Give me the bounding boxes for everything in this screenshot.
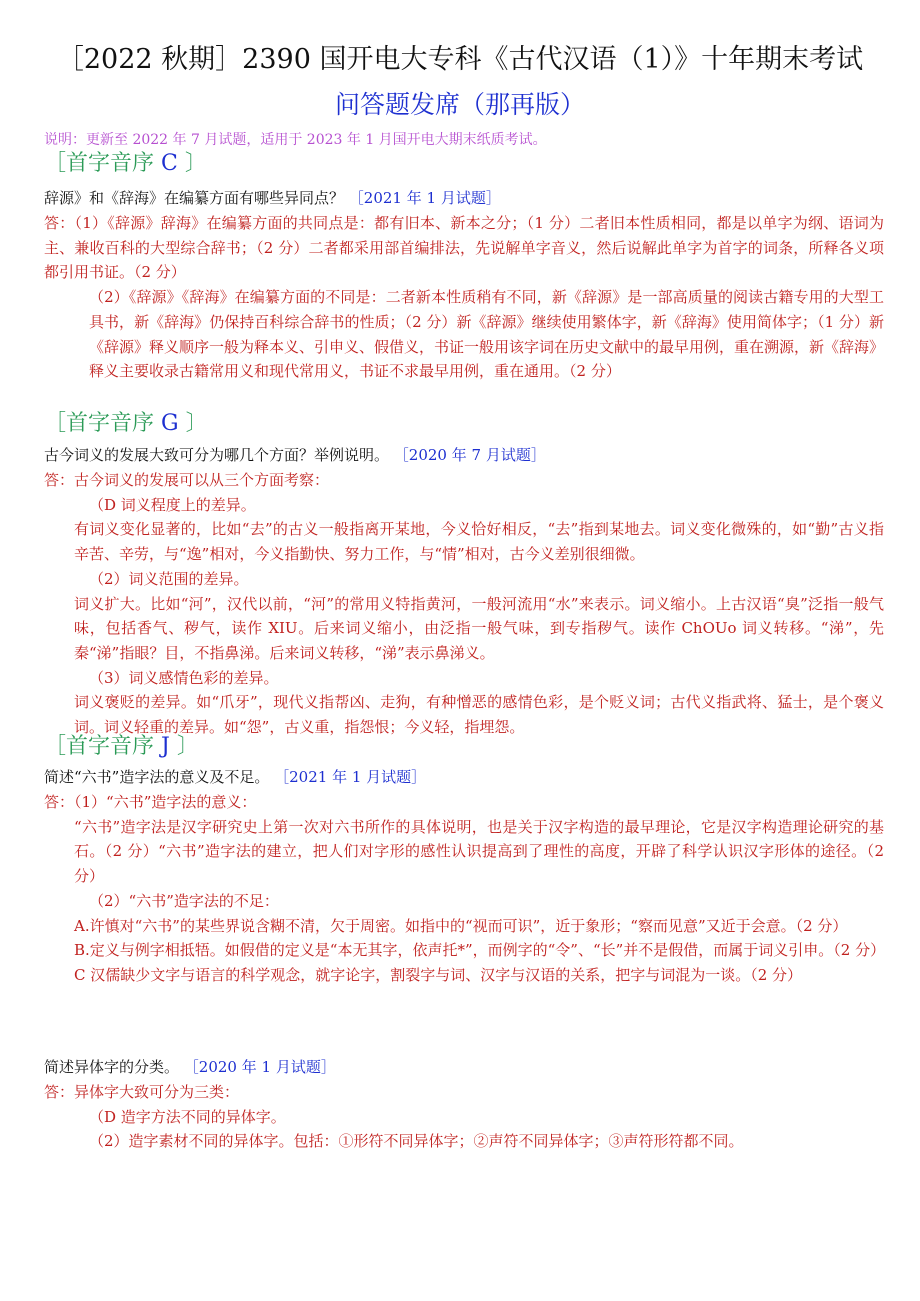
answer-paragraph: 答：古今词义的发展可以从三个方面考察： [44,471,330,489]
document-title: ［2022 秋期］2390 国开电大专科《古代汉语（1）》十年期末考试 [56,44,864,75]
update-note: 说明：更新至 2022 年 7 月试题，适用于 2023 年 1 月国开电大期末纸质考试。 [44,132,547,148]
exam-date-tag: ［2020 年 1 月试题］ [183,1058,336,1076]
answer-paragraph: 词义褒贬的差异。如“爪牙”，现代义指帮凶、走狗，有种憎恶的感情色彩，是个贬义词；古代义指武将、猛士，是个褒义词。词义轻重的差异。如“怨”，古义重，指怨恨；今义轻，指埋怨。 [74,693,884,737]
question-text: 简述异体字的分类。 [44,1058,180,1076]
section-heading-suffix: 〕 [184,151,207,176]
exam-date-tag: ［2021 年 1 月试题］ [348,189,501,207]
question-word-meaning [44,444,546,466]
answer-paragraph: （2）词义范围的差异。 [89,569,249,588]
section-heading-letter: J [161,734,170,759]
answer-liushu [44,790,884,988]
exam-date-tag: ［2021 年 1 月试题］ [274,768,427,786]
answer-paragraph: （2）“六书”造字法的不足： [89,891,279,910]
answer-word-meaning [44,468,884,740]
section-heading-prefix: ［首字音序 [44,734,155,759]
answer-paragraph: （D 造字方法不同的异体字。 [89,1107,286,1126]
answer-paragraph: 词义扩大。比如“河”，汉代以前，“河”的常用义特指黄河，一般河流用“水”来表示。词义缩小。上古汉语“臭”泛指一般气味，包括香气、秽气，读作 XIU。后来词义缩小，由泛指一般气味，到专指秽气。读作 ChOUo 词义转移。“涕”，先秦“涕”指眼？目，不指鼻涕。后来词义转移，“涕”表示鼻涕义。 [74,594,884,662]
answer-paragraph: B.定义与例字相抵牾。如假借的定义是“本无其字，依声托*”，而例字的“令”、“长”并不是假借，而属于词义引申。（2 分） [74,941,886,960]
answer-paragraph: A.许慎对“六书”的某些界说含糊不清，欠于周密。如指中的“视而可识”，近于象形；“察而见意”又近于会意。（2 分） [74,916,848,935]
section-heading-g [44,410,208,438]
answer-paragraph: （2）造字素材不同的异体字。包括：①形符不同异体字；②声符不同异体字；③声符形符都不同。 [89,1132,744,1151]
question-text: 辞源》和《辞海》在编纂方面有哪些异同点？ [44,189,345,207]
answer-paragraph: 有词义变化显著的，比如“去”的古义一般指离开某地，今义恰好相反，“去”指到某地去。词义变化微殊的，如“勤”古义指辛苦、辛劳，与“逸”相对，今义指勤快、努力工作，与“情”相对，古今义差别很细微。 [74,520,884,564]
question-cidian [44,187,501,209]
answer-paragraph: 答：（1）《辞源》辞海》在编纂方面的共同点是：都有旧本、新本之分；（1 分）二者旧本性质相同，都是以单字为纲、语词为主、兼收百科的大型综合辞书；（2 分）二者都采用部首编排法，先说解单字音义，然后说解此单字为首字的词条，所释各义项都引用书证。（2 分） [44,214,884,282]
question-text: 古今词义的发展大致可分为哪几个方面？举例说明。 [44,446,390,464]
section-heading-letter: G [161,411,179,436]
section-heading-letter: C [161,151,178,176]
answer-paragraph: “六书”造字法是汉字研究史上第一次对六书所作的具体说明，也是关于汉字构造的最早理论，它是汉字构造理论研究的基石。（2 分）“六书”造字法的建立，把人们对字形的感性认识提高到了理性的高度，开辟了科学认识汉字形体的途径。（2 分） [74,817,884,886]
question-variant-chars [44,1056,336,1078]
section-heading-suffix: 〕 [176,734,199,759]
section-heading-suffix: 〕 [185,411,208,436]
section-heading-j [44,733,199,761]
section-heading-c [44,150,207,178]
answer-cidian [44,211,884,384]
document-subtitle: 问答题发席（那再版） [334,90,585,119]
question-text: 简述“六书”造字法的意义及不足。 [44,768,270,786]
answer-paragraph: 答：异体字大致可分为三类： [44,1083,240,1101]
answer-paragraph: 答：（1）“六书”造字法的意义： [44,793,257,811]
answer-paragraph: （D 词义程度上的差异。 [89,495,256,514]
exam-date-tag: ［2020 年 7 月试题］ [393,446,546,464]
answer-paragraph: C 汉儒缺少文字与语言的科学观念，就字论字，割裂字与词、汉字与汉语的关系，把字与词混为一谈。（2 分） [74,965,803,984]
answer-paragraph: （2）《辞源》《辞海》在编纂方面的不同是：二者新本性质稍有不同，新《辞源》是一部高质量的阅读古籍专用的大型工具书，新《辞海》仍保持百科综合辞书的性质；（2 分）新《辞源》继续使用繁体字，新《辞海》使用简体字；（1 分）新《辞源》释义顺序一般为释本义、引申义、假借义，书证一般用该字词在历史文献中的最早用例，重在溯源，新《辞海》释义主要收录古籍常用义和现代常用义，书证不求最早用例，重在通用。（2 分） [89,288,885,381]
answer-paragraph: （3）词义感情色彩的差异。 [89,668,279,687]
question-liushu [44,766,426,788]
answer-variant-chars [44,1080,884,1154]
section-heading-prefix: ［首字音序 [44,411,155,436]
section-heading-prefix: ［首字音序 [44,151,155,176]
